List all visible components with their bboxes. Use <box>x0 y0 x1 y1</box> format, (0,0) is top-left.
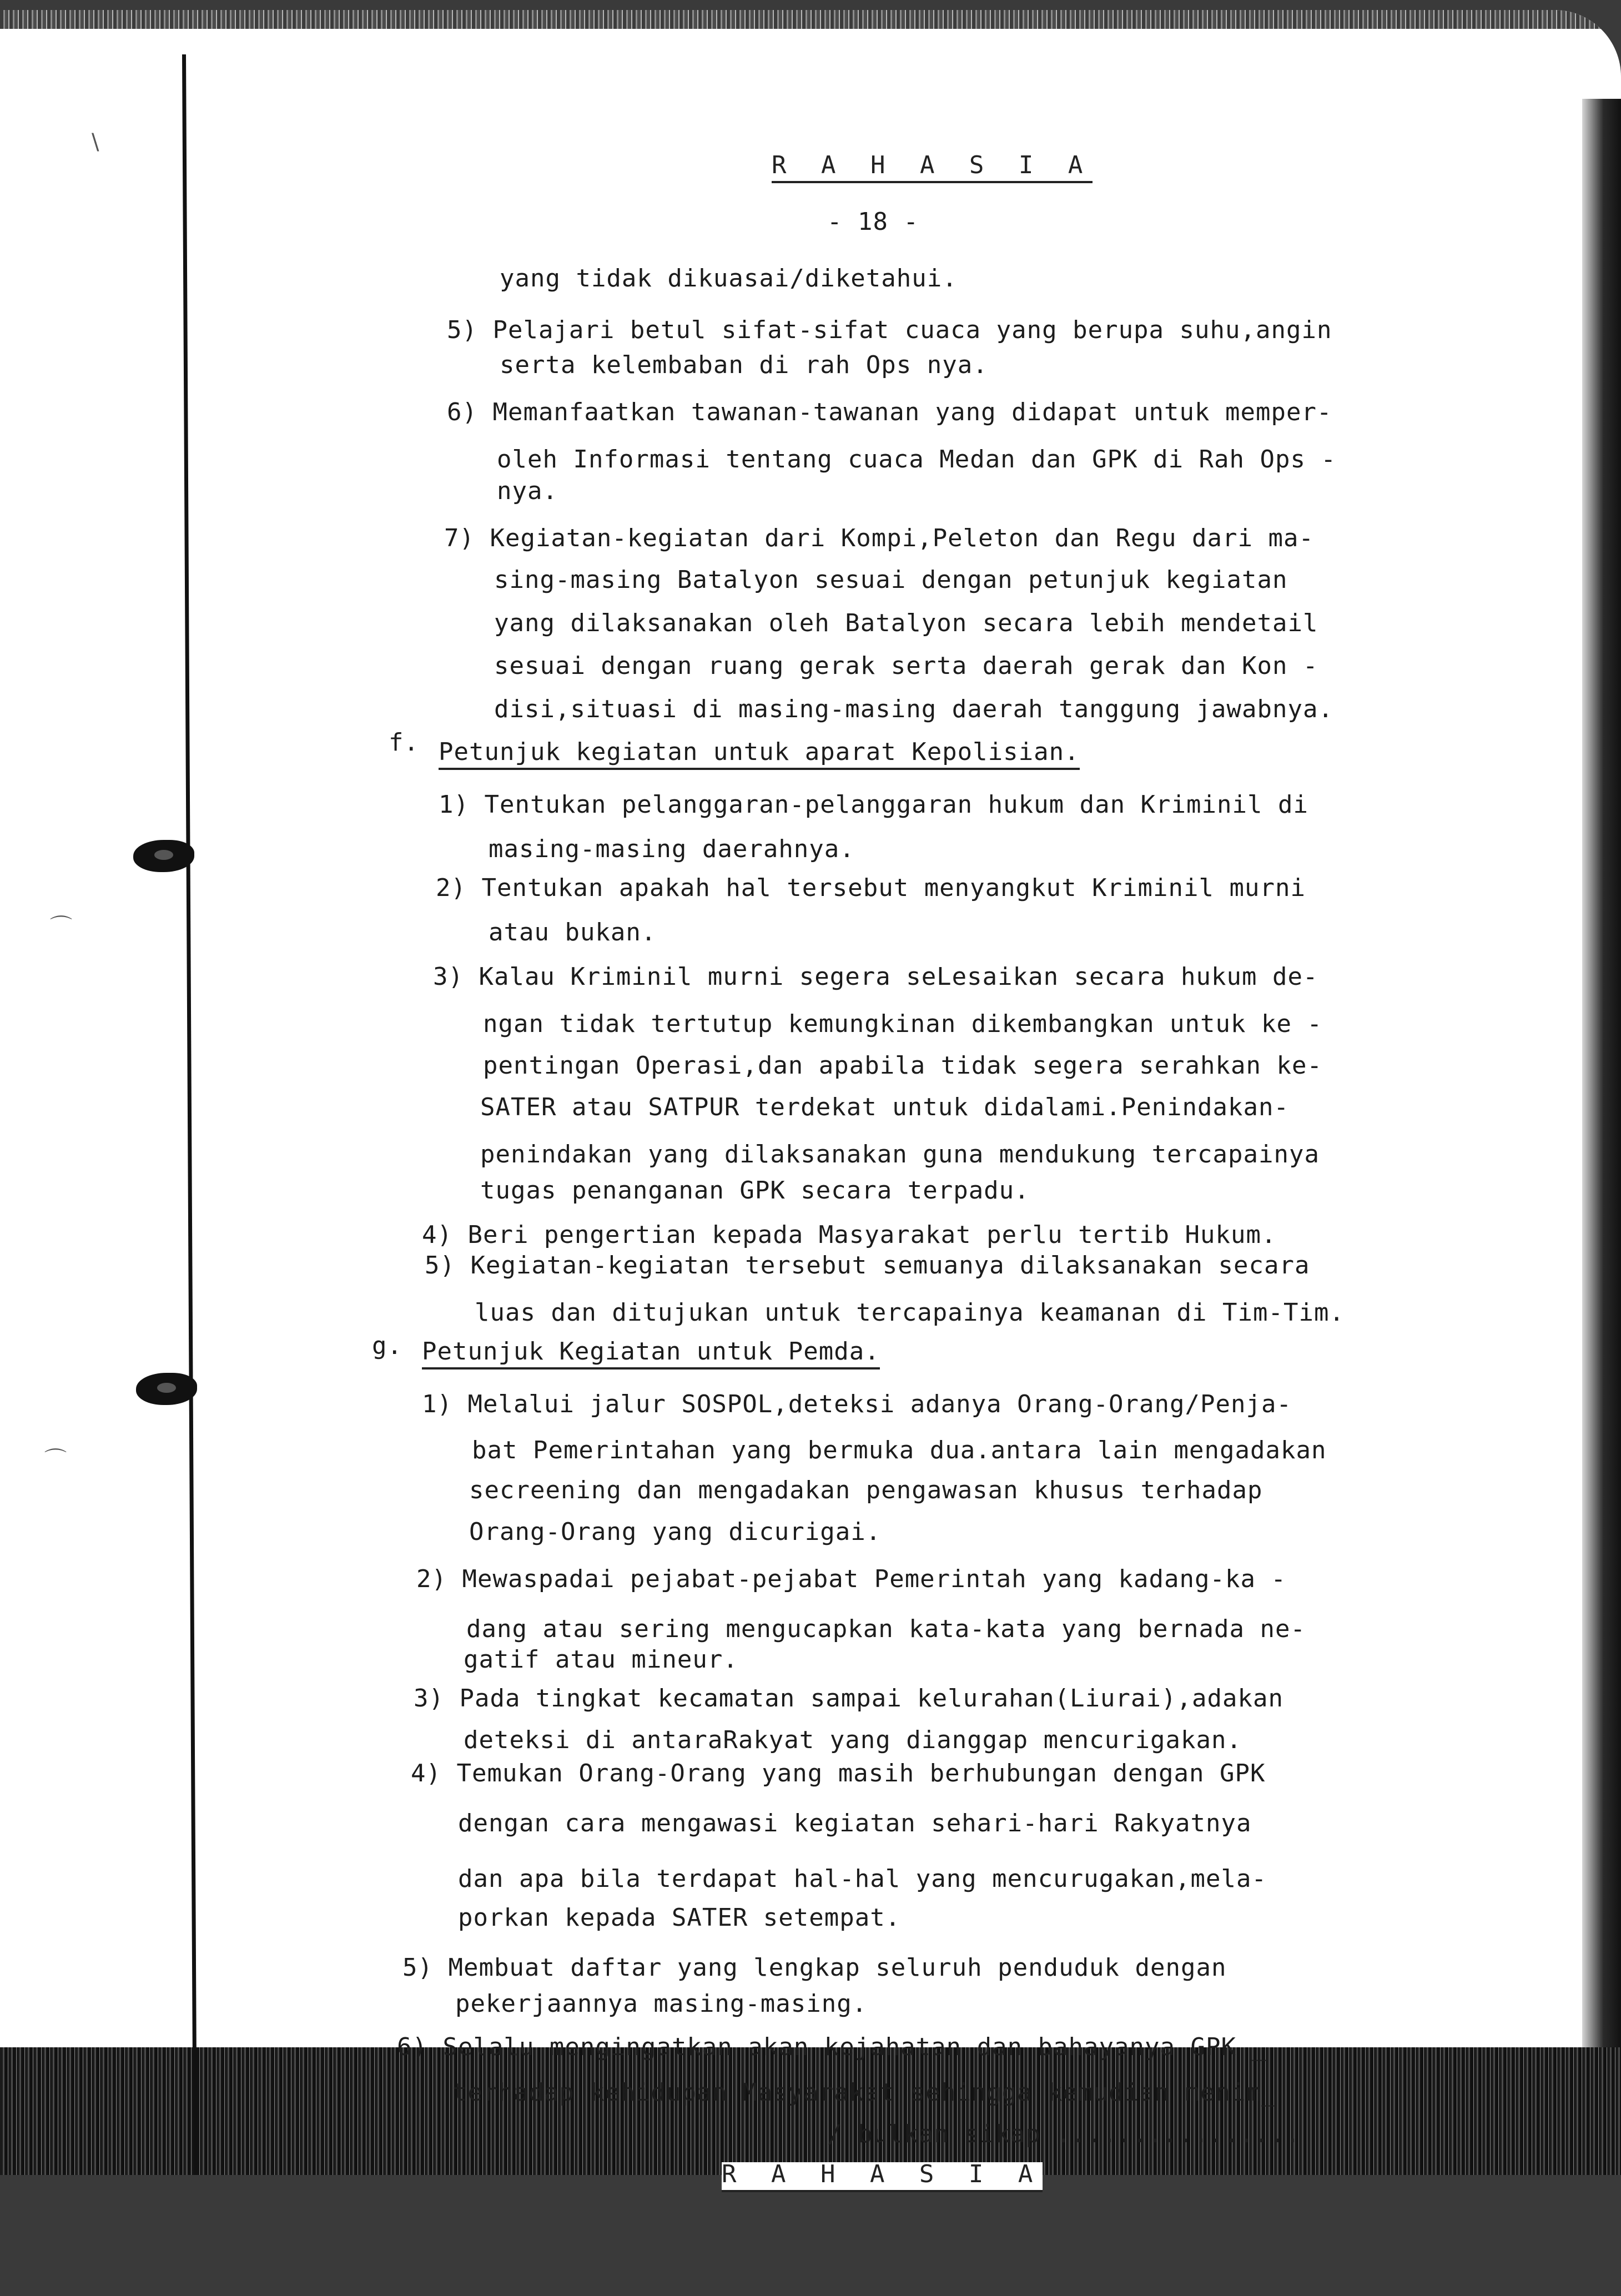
body-line: penindakan yang dilaksanakan guna mendukung tercapainya <box>480 1140 1320 1169</box>
body-line: secreening dan mengadakan pengawasan khusus terhadap <box>469 1476 1263 1504</box>
body-line: serta kelembaban di rah Ops nya. <box>500 351 988 379</box>
scan-bottom-edge <box>0 2047 1621 2175</box>
body-line: 2) Tentukan apakah hal tersebut menyangkut Kriminil murni <box>436 874 1306 902</box>
section-letter-g: g. <box>372 1332 402 1360</box>
body-line: ngan tidak tertutup kemungkinan dikembangkan untuk ke - <box>483 1010 1322 1038</box>
scan-top-edge <box>0 10 1621 29</box>
body-line: 4) Beri pengertian kepada Masyarakat perlu tertib Hukum. <box>422 1221 1277 1249</box>
document-page <box>0 10 1621 2175</box>
body-line: yang tidak dikuasai/diketahui. <box>500 264 958 293</box>
body-line: 4) Temukan Orang-Orang yang masih berhubungan dengan GPK <box>411 1759 1266 1788</box>
body-line: pekerjaannya masing-masing. <box>455 1990 868 2018</box>
binder-ring-bottom <box>136 1373 197 1405</box>
page-number: - 18 - <box>827 208 919 236</box>
body-line: 5) Membuat daftar yang lengkap seluruh penduduk dengan <box>402 1953 1227 1982</box>
binder-line <box>182 54 197 2175</box>
body-line: deteksi di antaraRakyat yang dianggap mencurigakan. <box>464 1726 1242 1754</box>
body-line: 7) Kegiatan-kegiatan dari Kompi,Peleton dan Regu dari ma- <box>444 524 1314 552</box>
body-line: 3) Kalau Kriminil murni segera seLesaikan secara hukum de- <box>433 963 1318 991</box>
body-line: SATER atau SATPUR terdekat untuk didalami.Penindakan- <box>480 1093 1289 1121</box>
body-line: 6) Memanfaatkan tawanan-tawanan yang didapat untuk memper- <box>447 398 1332 426</box>
header-classification: R A H A S I A <box>772 153 1093 183</box>
body-line: dan apa bila terdapat hal-hal yang mencurugakan,mela- <box>458 1865 1267 1893</box>
body-line: 5) Kegiatan-kegiatan tersebut semuanya dilaksanakan secara <box>425 1251 1310 1280</box>
margin-mark: ⌒ <box>50 914 72 940</box>
body-line: nya. <box>497 477 558 505</box>
section-heading-f: Petunjuk kegiatan untuk aparat Kepolisian. <box>439 740 1080 770</box>
body-line: oleh Informasi tentang cuaca Medan dan GPK di Rah Ops - <box>497 445 1336 474</box>
margin-mark: ⌒ <box>44 1447 67 1473</box>
body-line: 5) Pelajari betul sifat-sifat cuaca yang berupa suhu,angin <box>447 316 1332 344</box>
body-line: disi,situasi di masing-masing daerah tanggung jawabnya. <box>494 695 1333 723</box>
scan-right-edge <box>1582 99 1621 2175</box>
binder-ring-top <box>133 840 194 872</box>
body-line: dang atau sering mengucapkan kata-kata yang bernada ne- <box>466 1615 1306 1643</box>
body-line: 2) Mewaspadai pejabat-pejabat Pemerintah yang kadang-ka - <box>416 1565 1286 1593</box>
body-line: 3) Pada tingkat kecamatan sampai kelurahan(Liurai),adakan <box>414 1684 1283 1713</box>
body-line: / bulkan sikap ................ <box>827 2120 1301 2148</box>
body-line: bat Pemerintahan yang bermuka dua.antara lain mengadakan <box>472 1436 1327 1464</box>
body-line: sing-masing Batalyon sesuai dengan petunjuk kegiatan <box>494 566 1288 594</box>
footer-classification: R A H A S I A <box>722 2162 1043 2192</box>
body-line: 6) Selalu mengingatkan akan kejahatan dan bahayanya GPK _ <box>397 2033 1267 2061</box>
body-line: 1) Melalui jalur SOSPOL,deteksi adanya Orang-Orang/Penja- <box>422 1390 1292 1418</box>
body-line: tugas penanganan GPK secara terpadu. <box>480 1176 1030 1205</box>
body-line: pentingan Operasi,dan apabila tidak segera serahkan ke- <box>483 1051 1322 1080</box>
body-line: terhadap kehidupan Masyarakat sehingga kemudian menim_ <box>452 2078 1277 2107</box>
body-line: masing-masing daerahnya. <box>489 835 855 863</box>
margin-mark: \ <box>92 129 99 155</box>
body-line: atau bukan. <box>489 918 657 946</box>
section-letter-f: f. <box>389 728 419 757</box>
body-line: luas dan ditujukan untuk tercapainya keamanan di Tim-Tim. <box>475 1298 1345 1327</box>
body-line: gatif atau mineur. <box>464 1645 738 1674</box>
body-line: Orang-Orang yang dicurigai. <box>469 1518 882 1546</box>
body-line: porkan kepada SATER setempat. <box>458 1904 901 1932</box>
body-line: yang dilaksanakan oleh Batalyon secara lebih mendetail <box>494 609 1318 637</box>
body-line: dengan cara mengawasi kegiatan sehari-hari Rakyatnya <box>458 1809 1252 1837</box>
body-line: 1) Tentukan pelanggaran-pelanggaran hukum dan Kriminil di <box>439 790 1308 819</box>
section-heading-g: Petunjuk Kegiatan untuk Pemda. <box>422 1340 880 1369</box>
body-line: sesuai dengan ruang gerak serta daerah gerak dan Kon - <box>494 652 1318 680</box>
